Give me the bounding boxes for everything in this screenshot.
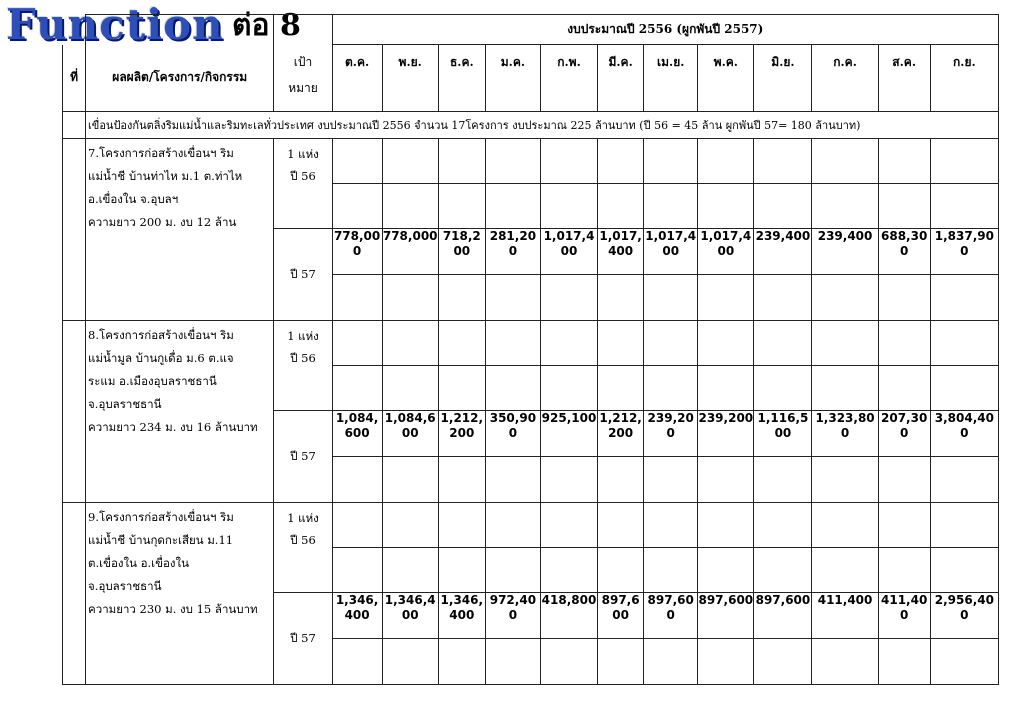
budget-table (62, 14, 999, 685)
monthly-value: 3,804,400 (930, 411, 998, 457)
no-column-header: ที่ (63, 45, 86, 112)
empty-cell (332, 548, 382, 593)
empty-cell (382, 321, 438, 366)
empty-cell (644, 548, 698, 593)
empty-cell (754, 548, 812, 593)
month-header: ส.ค. (878, 45, 930, 112)
empty-cell (540, 548, 597, 593)
month-header: พ.ค. (698, 45, 754, 112)
empty-cell (754, 275, 812, 321)
empty-cell (598, 639, 644, 685)
empty-cell (754, 639, 812, 685)
monthly-value: 1,346,400 (438, 593, 485, 639)
empty-cell (812, 184, 878, 229)
empty-cell (598, 139, 644, 184)
header-row-months (63, 45, 999, 112)
empty-cell (644, 366, 698, 411)
empty-cell (332, 184, 382, 229)
empty-cell (382, 548, 438, 593)
project-no-cell (63, 503, 86, 685)
monthly-value: 897,600 (644, 593, 698, 639)
empty-cell (812, 275, 878, 321)
budget-year-header: งบประมาณปี 2556 (ผูกพันปี 2557) (332, 15, 998, 45)
empty-cell (930, 503, 998, 548)
month-header: ก.ค. (812, 45, 878, 112)
empty-cell (698, 321, 754, 366)
empty-cell (382, 366, 438, 411)
empty-cell (930, 366, 998, 411)
empty-cell (540, 503, 597, 548)
monthly-value: 897,600 (754, 593, 812, 639)
monthly-value: 239,400 (754, 229, 812, 275)
project-row (63, 503, 999, 548)
month-header: ก.ย. (930, 45, 998, 112)
empty-cell (332, 639, 382, 685)
empty-cell (438, 457, 485, 503)
empty-cell (698, 366, 754, 411)
monthly-value: 778,000 (382, 229, 438, 275)
empty-cell (644, 457, 698, 503)
monthly-value: 1,323,800 (812, 411, 878, 457)
empty-cell (930, 548, 998, 593)
empty-cell (598, 321, 644, 366)
project-row (63, 139, 999, 184)
empty-cell (812, 321, 878, 366)
empty-cell (878, 139, 930, 184)
empty-cell (878, 548, 930, 593)
empty-cell (930, 639, 998, 685)
empty-cell (438, 366, 485, 411)
month-header: มี.ค. (598, 45, 644, 112)
empty-cell (540, 457, 597, 503)
month-header: ต.ค. (332, 45, 382, 112)
monthly-value: 1,212,200 (438, 411, 485, 457)
empty-cell (438, 275, 485, 321)
empty-cell (754, 321, 812, 366)
empty-cell (438, 139, 485, 184)
empty-cell (485, 139, 540, 184)
empty-cell (540, 639, 597, 685)
monthly-value: 1,017,400 (698, 229, 754, 275)
target-year-56: 1 แห่ง ปี 56 (274, 321, 332, 411)
month-header: ธ.ค. (438, 45, 485, 112)
monthly-value: 2,956,400 (930, 593, 998, 639)
empty-cell (382, 275, 438, 321)
empty-cell (930, 184, 998, 229)
monthly-value: 778,000 (332, 229, 382, 275)
header-row-budget (63, 15, 999, 45)
target-year-57: ปี 57 (274, 229, 332, 321)
empty-cell (540, 366, 597, 411)
monthly-value: 1,017,400 (644, 229, 698, 275)
monthly-value: 1,837,900 (930, 229, 998, 275)
empty-cell (878, 321, 930, 366)
empty-cell (930, 457, 998, 503)
empty-cell (930, 321, 998, 366)
empty-cell (332, 366, 382, 411)
empty-cell (485, 321, 540, 366)
project-row (63, 321, 999, 366)
empty-cell (812, 366, 878, 411)
empty-cell (598, 184, 644, 229)
empty-cell (698, 139, 754, 184)
empty-cell (598, 548, 644, 593)
empty-cell (540, 321, 597, 366)
target-year-57: ปี 57 (274, 411, 332, 503)
project-description: 7.โครงการก่อสร้างเขื่อนฯ ริม แม่น้ำชี บ้านท่าไห ม.1 ต.ท่าไห อ.เขื่องใน จ.อุบลฯ ความยาว 200 ม. งบ 12 ล้าน (86, 139, 274, 321)
empty-cell (812, 139, 878, 184)
empty-cell (438, 548, 485, 593)
empty-cell (878, 366, 930, 411)
empty-cell (644, 503, 698, 548)
monthly-value: 925,100 (540, 411, 597, 457)
summary-text: เขื่อนป้องกันตลิ่งริมแม่น้ำและริมทะเลทั่วประเทศ งบประมาณปี 2556 จำนวน 17โครงการ งบประมาณ 225 ล้านบาท (ปี 56 = 45 ล้าน ผูกพันปี 57= 180 ล้านบาท) (86, 112, 999, 139)
monthly-value: 1,346,400 (332, 593, 382, 639)
empty-cell (754, 503, 812, 548)
monthly-value: 350,900 (485, 411, 540, 457)
empty-cell (930, 139, 998, 184)
continued-label: ต่อ 8 (232, 8, 301, 43)
empty-cell (698, 184, 754, 229)
empty-cell (485, 548, 540, 593)
project-column-header: ผลผลิต/โครงการ/กิจกรรม (86, 45, 274, 112)
empty-cell (812, 548, 878, 593)
empty-cell (698, 639, 754, 685)
monthly-value: 411,400 (812, 593, 878, 639)
empty-cell (438, 639, 485, 685)
empty-cell (485, 366, 540, 411)
monthly-value: 1,017,400 (540, 229, 597, 275)
empty-cell (812, 639, 878, 685)
monthly-value: 897,600 (598, 593, 644, 639)
empty-cell (754, 366, 812, 411)
empty-cell (698, 457, 754, 503)
month-header: ก.พ. (540, 45, 597, 112)
project-description: 8.โครงการก่อสร้างเขื่อนฯ ริม แม่น้ำมูล บ้านกูเดื่อ ม.6 ต.แจ ระแม อ.เมืองอุบลราชธานี จ.อุบลราชธานี ความยาว 234 ม. งบ 16 ล้านบาท (86, 321, 274, 503)
month-header: ม.ค. (485, 45, 540, 112)
monthly-value: 239,200 (644, 411, 698, 457)
empty-cell (878, 503, 930, 548)
empty-cell (382, 184, 438, 229)
monthly-value: 411,400 (878, 593, 930, 639)
target-year-57: ปี 57 (274, 593, 332, 685)
empty-cell (698, 275, 754, 321)
monthly-value: 718,200 (438, 229, 485, 275)
month-header: มิ.ย. (754, 45, 812, 112)
monthly-value: 1,084,600 (382, 411, 438, 457)
empty-cell (382, 139, 438, 184)
empty-cell (878, 275, 930, 321)
empty-cell (754, 139, 812, 184)
empty-cell (644, 184, 698, 229)
empty-cell (332, 139, 382, 184)
empty-cell (754, 457, 812, 503)
empty-cell (485, 184, 540, 229)
month-header: เม.ย. (644, 45, 698, 112)
empty-cell (332, 321, 382, 366)
month-header: พ.ย. (382, 45, 438, 112)
empty-cell (644, 639, 698, 685)
empty-cell (485, 457, 540, 503)
empty-cell (540, 184, 597, 229)
empty-cell (438, 503, 485, 548)
monthly-value: 1,017,400 (598, 229, 644, 275)
empty-cell (878, 639, 930, 685)
target-year-56: 1 แห่ง ปี 56 (274, 503, 332, 593)
empty-cell (485, 275, 540, 321)
empty-cell (878, 184, 930, 229)
header-blank (274, 15, 332, 45)
monthly-value: 281,200 (485, 229, 540, 275)
empty-cell (598, 275, 644, 321)
empty-cell (598, 503, 644, 548)
summary-no-cell (63, 112, 86, 139)
empty-cell (812, 503, 878, 548)
empty-cell (332, 275, 382, 321)
empty-cell (540, 275, 597, 321)
monthly-value: 239,200 (698, 411, 754, 457)
empty-cell (438, 321, 485, 366)
empty-cell (644, 275, 698, 321)
empty-cell (485, 503, 540, 548)
empty-cell (332, 457, 382, 503)
monthly-value: 1,084,600 (332, 411, 382, 457)
monthly-value: 239,400 (812, 229, 878, 275)
empty-cell (754, 184, 812, 229)
empty-cell (598, 366, 644, 411)
target-year-56: 1 แห่ง ปี 56 (274, 139, 332, 229)
monthly-value: 972,400 (485, 593, 540, 639)
monthly-value: 688,300 (878, 229, 930, 275)
monthly-value: 897,600 (698, 593, 754, 639)
empty-cell (382, 457, 438, 503)
empty-cell (598, 457, 644, 503)
empty-cell (332, 503, 382, 548)
project-no-cell (63, 321, 86, 503)
header-blank (86, 15, 274, 45)
empty-cell (644, 139, 698, 184)
monthly-value: 1,212,200 (598, 411, 644, 457)
empty-cell (644, 321, 698, 366)
empty-cell (438, 184, 485, 229)
project-description: 9.โครงการก่อสร้างเขื่อนฯ ริม แม่น้ำชี บ้านกุดกะเสียน ม.11 ต.เขื่องใน อ.เขื่องใน จ.อุบลราชธานี ความยาว 230 ม. งบ 15 ล้านบาท (86, 503, 274, 685)
empty-cell (930, 275, 998, 321)
project-no-cell (63, 139, 86, 321)
monthly-value: 1,116,500 (754, 411, 812, 457)
empty-cell (382, 639, 438, 685)
empty-cell (878, 457, 930, 503)
empty-cell (485, 639, 540, 685)
header-blank (63, 15, 86, 45)
target-column-header: เป้า หมาย (274, 45, 332, 112)
empty-cell (382, 503, 438, 548)
monthly-value: 418,800 (540, 593, 597, 639)
empty-cell (698, 548, 754, 593)
function-title: Function (6, 0, 224, 49)
summary-row (63, 112, 999, 139)
empty-cell (698, 503, 754, 548)
empty-cell (812, 457, 878, 503)
empty-cell (540, 139, 597, 184)
monthly-value: 1,346,400 (382, 593, 438, 639)
monthly-value: 207,300 (878, 411, 930, 457)
